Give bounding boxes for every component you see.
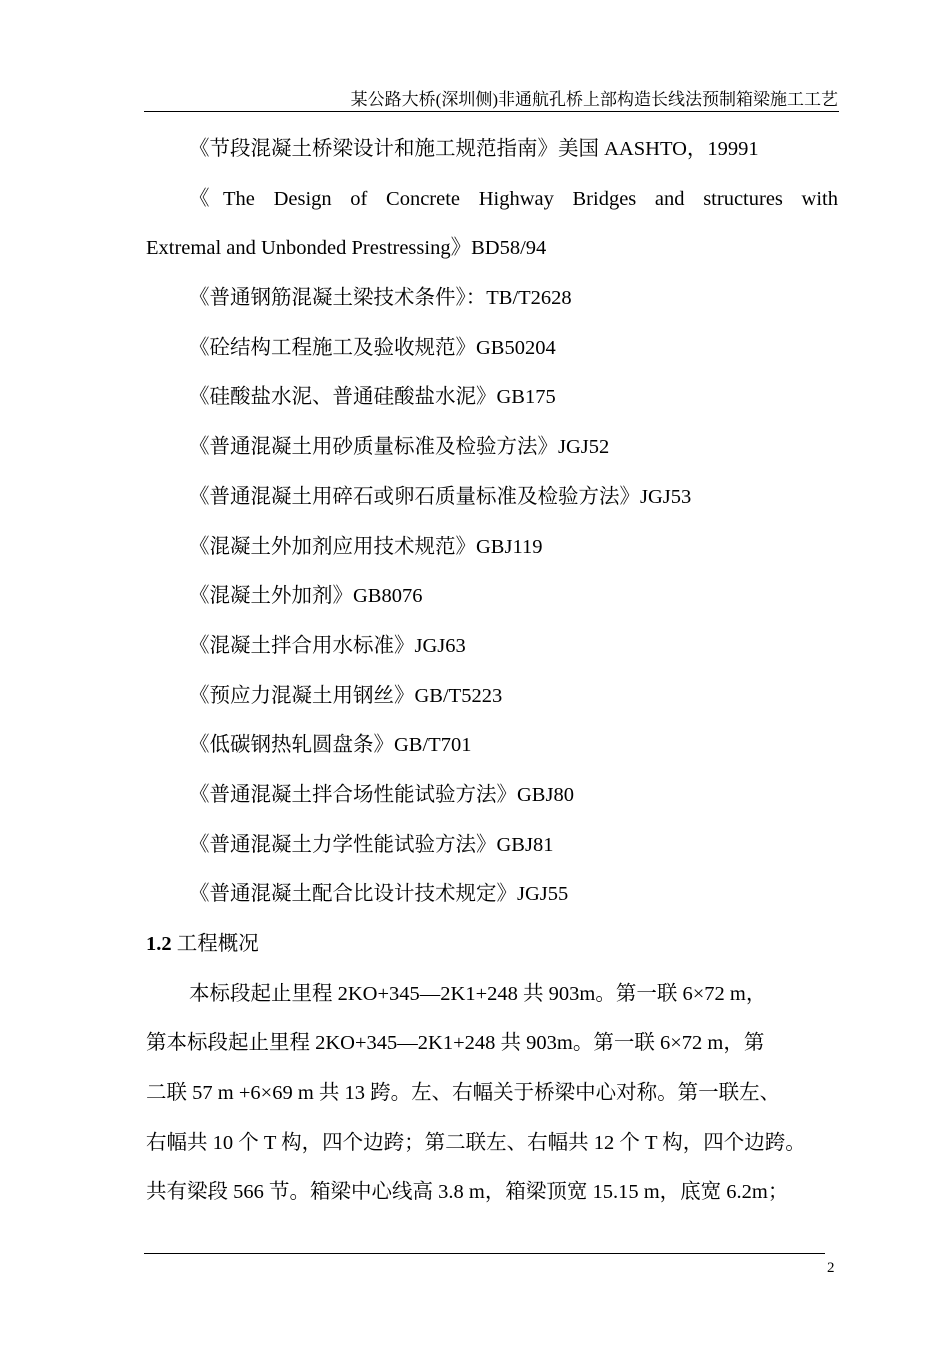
reference-item: 《节段混凝土桥梁设计和施工规范指南》美国 AASHTO，19991 <box>189 138 759 160</box>
section-title: 工程概况 <box>176 933 259 955</box>
paragraph-line: 本标段起止里程 2KO+345—2K1+248 共 903m。第一联 6×72 m， <box>189 982 767 1005</box>
paragraph-line: 二联 57 m +6×69 m 共 13 跨。左、右幅关于桥梁中心对称。第一联左、 <box>146 1082 781 1105</box>
header-rule <box>144 111 839 112</box>
reference-item: 《硅酸盐水泥、普通硅酸盐水泥》GB175 <box>189 386 556 409</box>
running-header: 某公路大桥(深圳侧)非通航孔桥上部构造长线法预制箱梁施工工艺 <box>350 90 838 109</box>
reference-item: 《普通混凝土用砂质量标准及检验方法》JGJ52 <box>189 436 610 459</box>
reference-item: 《混凝土拌合用水标准》JGJ63 <box>189 634 466 657</box>
reference-item: 《混凝土外加剂应用技术规范》GBJ119 <box>189 535 543 558</box>
footer-rule <box>144 1253 825 1254</box>
reference-item: 《普通钢筋混凝土梁技术条件》：TB/T2628 <box>189 287 572 310</box>
paragraph-line: 共有梁段 566 节。箱梁中心线高 3.8 m，箱梁顶宽 15.15 m，底宽 6.2m； <box>146 1181 789 1204</box>
reference-item: 《混凝土外加剂》GB8076 <box>189 585 423 608</box>
reference-item: 《预应力混凝土用钢丝》GB/T5223 <box>189 684 503 707</box>
section-heading <box>146 920 838 970</box>
page-number: 2 <box>827 1260 835 1276</box>
document-body <box>146 125 838 1218</box>
reference-item: 《普通混凝土配合比设计技术规定》JGJ55 <box>189 883 569 906</box>
paragraph-line: 右幅共 10 个 T 构，四个边跨；第二联左、右幅共 12 个 T 构，四个边跨。 <box>146 1131 806 1154</box>
reference-item: 《普通混凝土力学性能试验方法》GBJ81 <box>189 833 554 856</box>
reference-item: 《普通混凝土拌合场性能试验方法》GBJ80 <box>189 783 574 806</box>
section-number: 1.2 <box>146 933 172 955</box>
reference-item: 《普通混凝土用碎石或卵石质量标准及检验方法》JGJ53 <box>189 485 692 508</box>
reference-item: 《低碳钢热轧圆盘条》GB/T701 <box>189 734 472 757</box>
reference-item: 《The Design of Concrete Highway Bridges and structures with <box>189 187 838 210</box>
reference-item: 《砼结构工程施工及验收规范》GB50204 <box>189 336 556 359</box>
paragraph-line: 第本标段起止里程 2KO+345—2K1+248 共 903m。第一联 6×72 m，第 <box>146 1032 765 1055</box>
reference-item-continuation: Extremal and Unbonded Prestressing》BD58/94 <box>146 237 547 260</box>
